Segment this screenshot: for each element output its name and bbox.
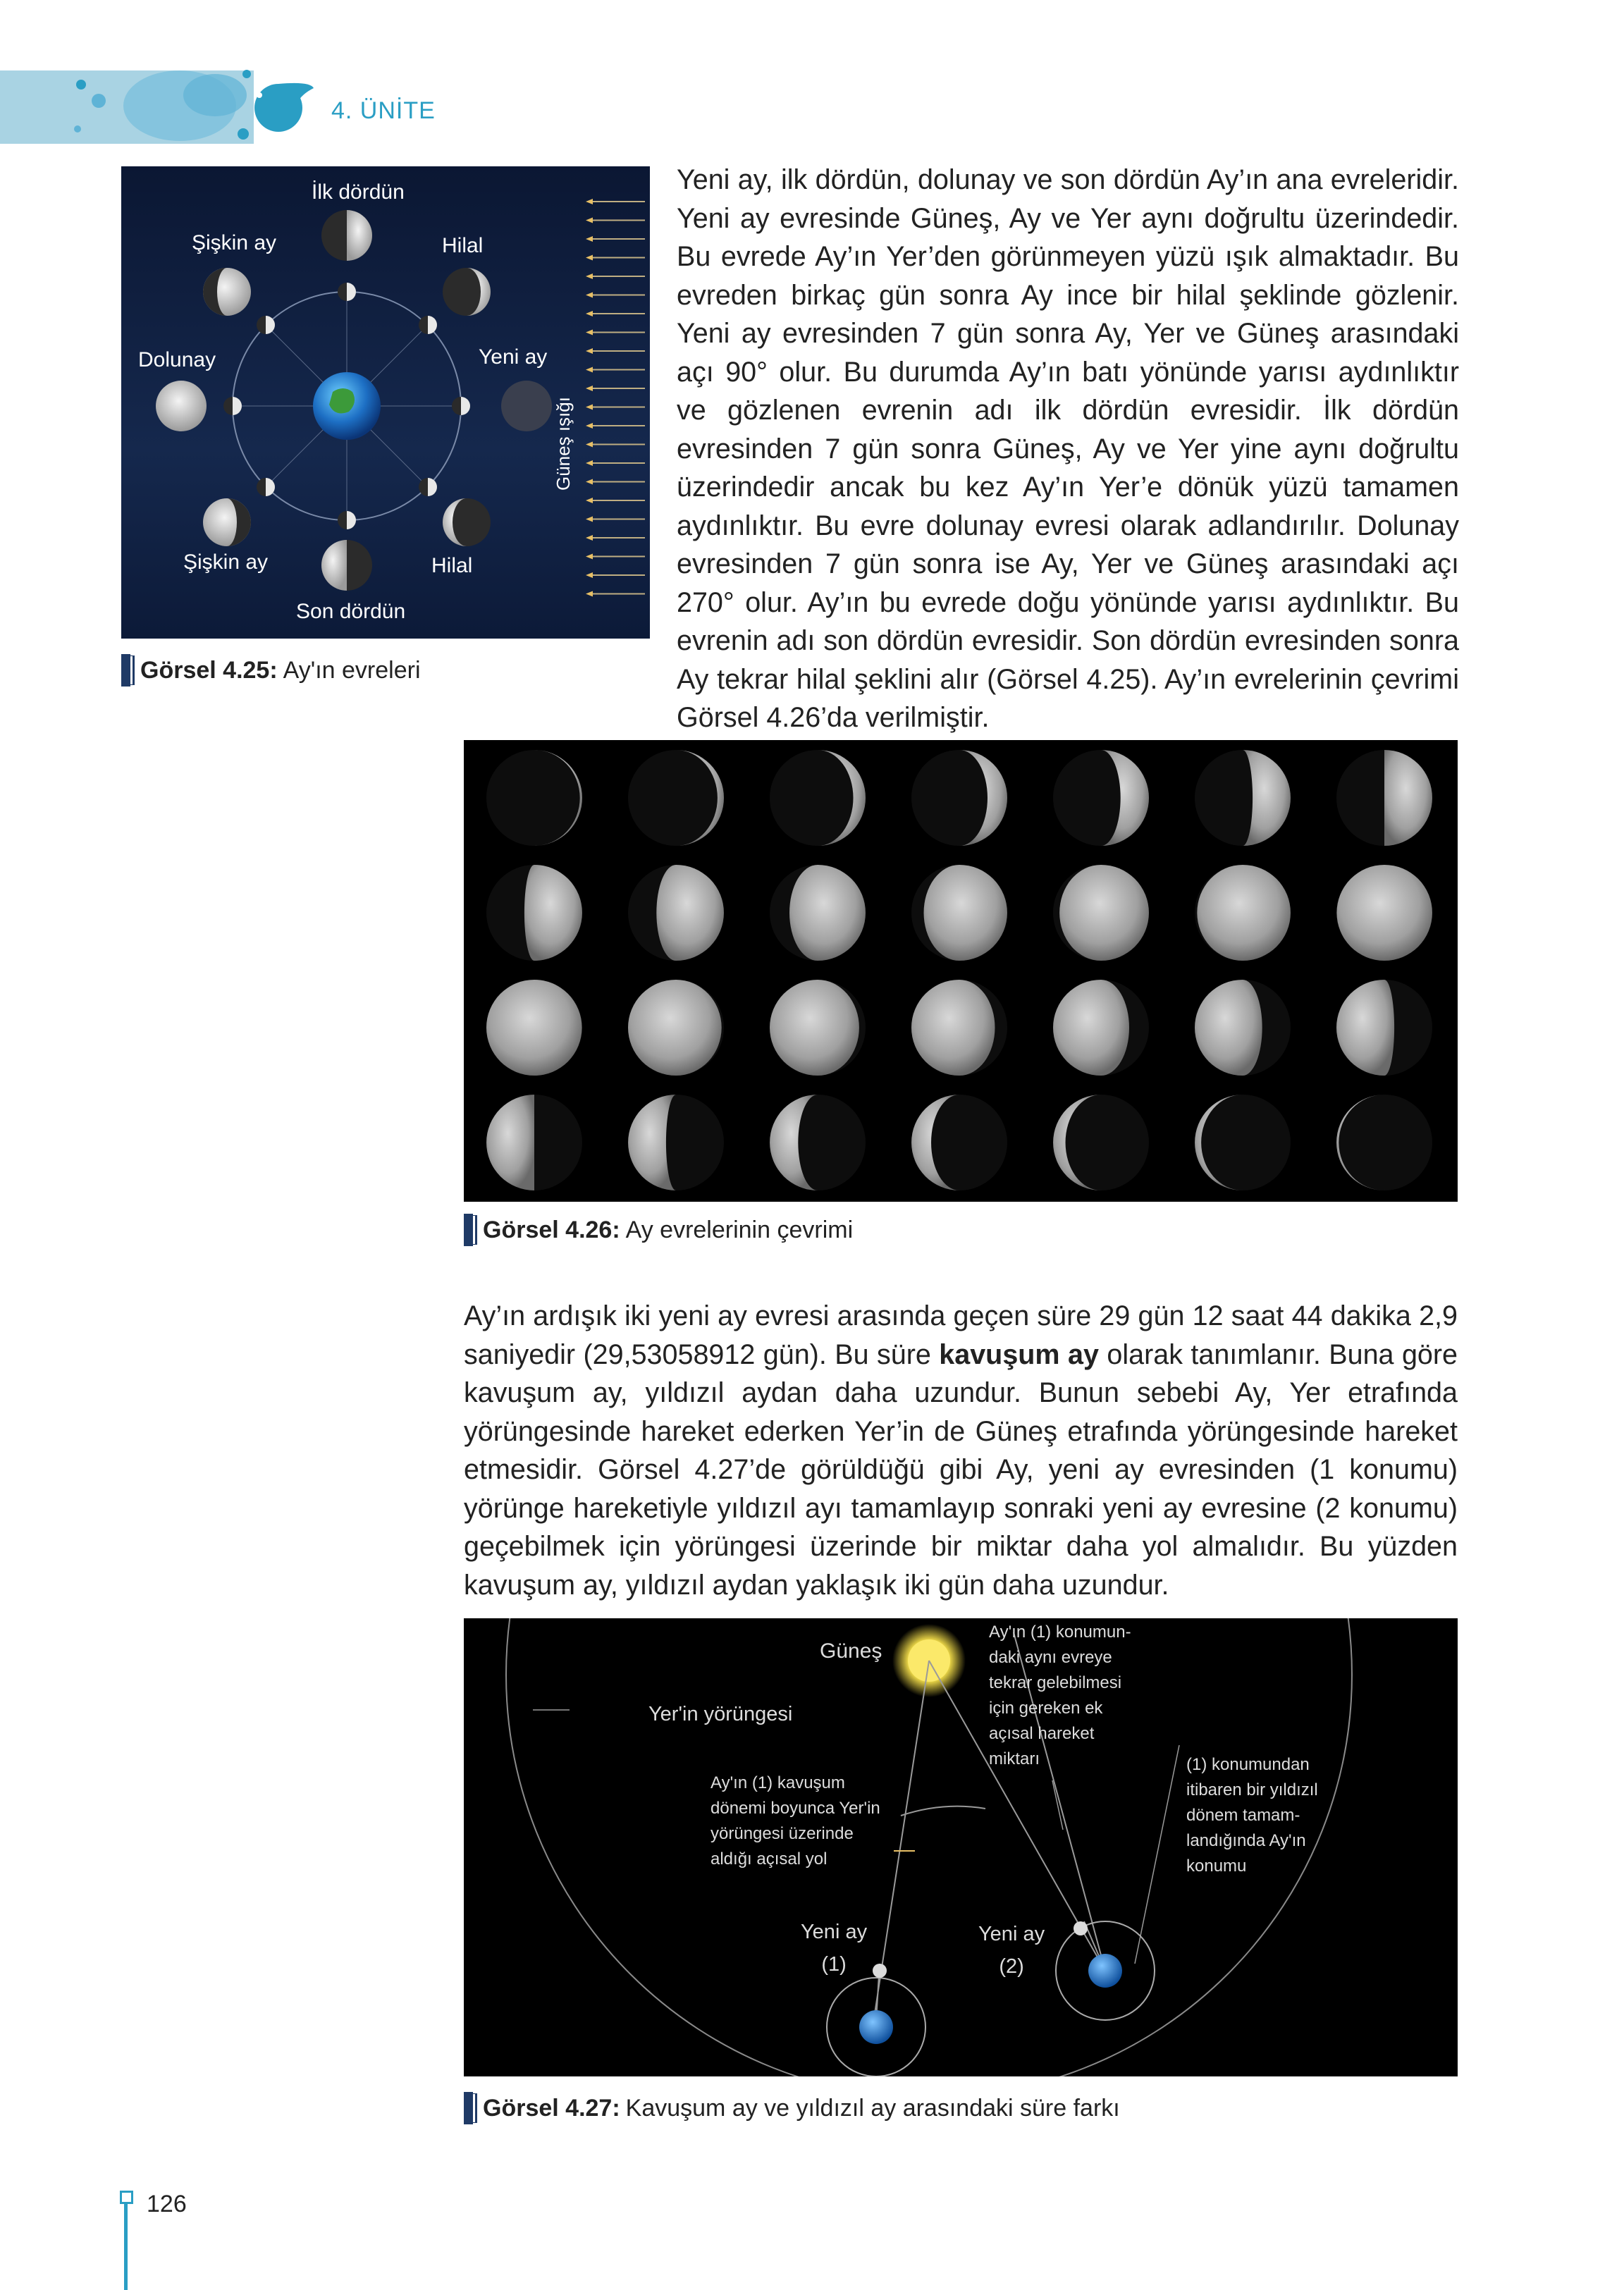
moon-phase-icon [486,865,582,961]
label-line: (2) [999,1955,1024,1978]
label-line: daki aynı evreye [989,1648,1112,1667]
moon-phase-icon [770,1095,866,1190]
label-yeni-ay: Yeni ay [479,345,548,369]
synodic-sidereal-diagram [464,1618,1458,2076]
moon-phase-icon [486,1095,582,1190]
label-dolunay: Dolunay [138,348,216,371]
label-hilal-bottom: Hilal [431,554,473,577]
caption-bar [464,2092,473,2124]
moon-phase-icon [486,980,582,1076]
label-line: dönem tamam- [1186,1806,1300,1825]
label-angular-path [710,1771,880,1872]
moon-cycle-grid [464,740,1458,1202]
moon-1-icon [873,1964,887,1978]
moon-phase-icon [1336,865,1432,961]
sunlight-arrow-column [583,166,646,639]
earth-1-icon [859,2010,893,2044]
label-gunes: Güneş [820,1639,882,1663]
moon-phase-icon [1195,1095,1291,1190]
label-line: açısal hareket [989,1724,1095,1743]
label-ilk-dordun: İlk dördün [312,180,405,204]
moon-phase-icon [1195,865,1291,961]
label-hilal-top: Hilal [442,234,484,257]
moon-phase-icon [1053,865,1149,961]
label-line: yörüngesi üzerinde [710,1824,854,1843]
label-new-moon-1 [801,1916,867,1981]
caption-fig-4-27 [464,2092,1120,2124]
caption-bar [464,1214,473,1246]
moon-2-icon [1074,1921,1088,1935]
caption-text: Kavuşum ay ve yıldızıl ay arasındaki süre farkı [625,2094,1120,2122]
earth-2-icon [1088,1954,1122,1988]
unit-label: 4. ÜNİTE [331,97,436,124]
caption-bar [121,654,130,687]
para2-part1: Ay’ın ardışık iki yeni ay evresi arasında geçen süre 29 gün 12 saat 44 dakika 2,9 saniyedir (29,53058912 gün). Bu süre [464,1300,1458,1370]
moon-phase-icon [1336,980,1432,1076]
label-line: Yeni ay [978,1923,1045,1945]
caption-fig-4-25 [121,654,421,687]
page-number-line [124,2198,128,2290]
moon-phase-icon [770,750,866,846]
label-gunes-isigi: Güneş ışığı [553,397,574,491]
caption-text: Ay evrelerinin çevrimi [625,1216,854,1243]
label-line: itibaren bir yıldızıl [1186,1780,1318,1799]
moon-phase-icon [911,1095,1007,1190]
label-line: miktarı [989,1749,1040,1768]
first-quarter-icon [347,210,372,261]
moon-phase-icon [911,980,1007,1076]
label-extra-angle [989,1620,1131,1772]
moon-phase-icon [628,980,724,1076]
moon-phase-cycle-photo [464,740,1458,1202]
label-line: konumu [1186,1857,1247,1876]
caption-label: Görsel 4.26: [483,1216,620,1243]
paragraph-moon-phases: Yeni ay, ilk dördün, dolunay ve son dördün Ay’ın ana evreleridir. Yeni ay evresinde Güneş, Ay ve Yer aynı doğrultu üzerindedir. Bu evrede Ay’ın Yer’den görünmeyen yüzü ışık almaktadır. Bu evreden birkaç gün sonra Ay ince bir hilal şeklinde gözlenir. Yeni ay evresinden 7 gün sonra Ay, Yer ve Güneş arasındaki açı 90° olur. Bu durumda Ay’ın batı yönünde yarısı aydınlıktır ve gözlenen evrenin adı ilk dördün evresidir. İlk dördün evresinden 7 gün sonra Güneş, Ay ve Yer yine aynı doğrultu üzerindedir ancak bu kez Ay’ın Yer’e dönük yüzü tamamen aydınlıktır. Bu evre dolunay evresi olarak adlandırılır. Dolunay evresinden 7 gün sonra ise Ay, Yer ve Güneş arasındaki açı 270° olur. Ay’ın bu evrede doğu yönünde yarısı aydınlıktır. Bu evrenin adı son dördün evresidir. Son dördün evresinden sonra Ay tekrar hilal şeklini alır (Görsel 4.25). Ay’ın evrelerinin çevrimi Görsel 4.26’da verilmiştir. [677,164,1459,733]
para2-part2: olarak tanımlanır. Buna göre kavuşum ay, yıldızıl aydan daha uzundur. Bunun sebebi Ay, Yer etrafında yörüngesinde hareket ederken Yer’in de Güneş etrafında yörüngesinde hareket etmesidir. Görsel 4.27’de görüldüğü gibi Ay, yeni ay evresinden (1 konumu) yörünge hareketiyle yıldızıl ayı tamamlayıp sonraki yeni ay evresine (2 konumu) geçebilmek için yörüngesi üzerinde bir miktar daha yol almalıdır. Bu yüzden kavuşum ay, yıldızıl aydan yaklaşık iki gün daha uzundur. [464,1338,1458,1601]
label-line: (1) [821,1953,847,1976]
moon-phase-icon [770,865,866,961]
moon-phase-icon [628,865,724,961]
moon-phase-icon [628,750,724,846]
moon-phase-icon [1053,980,1149,1076]
label-line: Ay'ın (1) konumun- [989,1623,1131,1642]
moon-phase-icon [1053,750,1149,846]
full-moon-icon [156,381,207,431]
label-line: aldığı açısal yol [710,1849,828,1869]
label-siskin-ay-top: Şişkin ay [192,231,277,254]
moon-phase-icon [1195,980,1291,1076]
caption-fig-4-26 [464,1214,853,1246]
term-kavusum-ay: kavuşum ay [939,1338,1099,1370]
moon-phase-icon [1053,1095,1149,1190]
last-quarter-icon [321,540,347,591]
caption-label: Görsel 4.27: [483,2094,620,2122]
caption-label: Görsel 4.25: [140,656,278,684]
label-line: Ay'ın (1) kavuşum [710,1773,845,1792]
label-line: dönemi boyunca Yer'in [710,1799,880,1818]
moon-phase-icon [628,1095,724,1190]
label-line: (1) konumundan [1186,1755,1310,1774]
label-son-dordun: Son dördün [296,600,406,623]
paragraph-synodic-month [464,1297,1458,1604]
label-new-moon-2 [978,1918,1045,1983]
label-line: landığında Ay'ın [1186,1831,1306,1850]
moon-phase-icon [911,750,1007,846]
label-line: için gereken ek [989,1699,1103,1718]
label-yerin-yorungesi: Yer'in yörüngesi [648,1703,793,1725]
header-bubbles [0,67,331,144]
moon-phase-icon [911,865,1007,961]
new-moon-icon [501,381,552,431]
page-number: 126 [147,2191,187,2217]
moon-phase-icon [486,750,582,846]
label-line: tekrar gelebilmesi [989,1673,1122,1692]
page-number-marker [120,2191,133,2204]
caption-text: Ay'ın evreleri [283,656,421,684]
moon-phase-icon [1195,750,1291,846]
moon-phase-icon [1336,1095,1432,1190]
label-siskin-ay-bottom: Şişkin ay [183,550,269,574]
moon-phases-diagram [121,166,650,639]
moon-phase-icon [1336,750,1432,846]
label-sidereal-position [1186,1752,1318,1879]
moon-phase-icon [770,980,866,1076]
label-line: Yeni ay [801,1921,868,1943]
